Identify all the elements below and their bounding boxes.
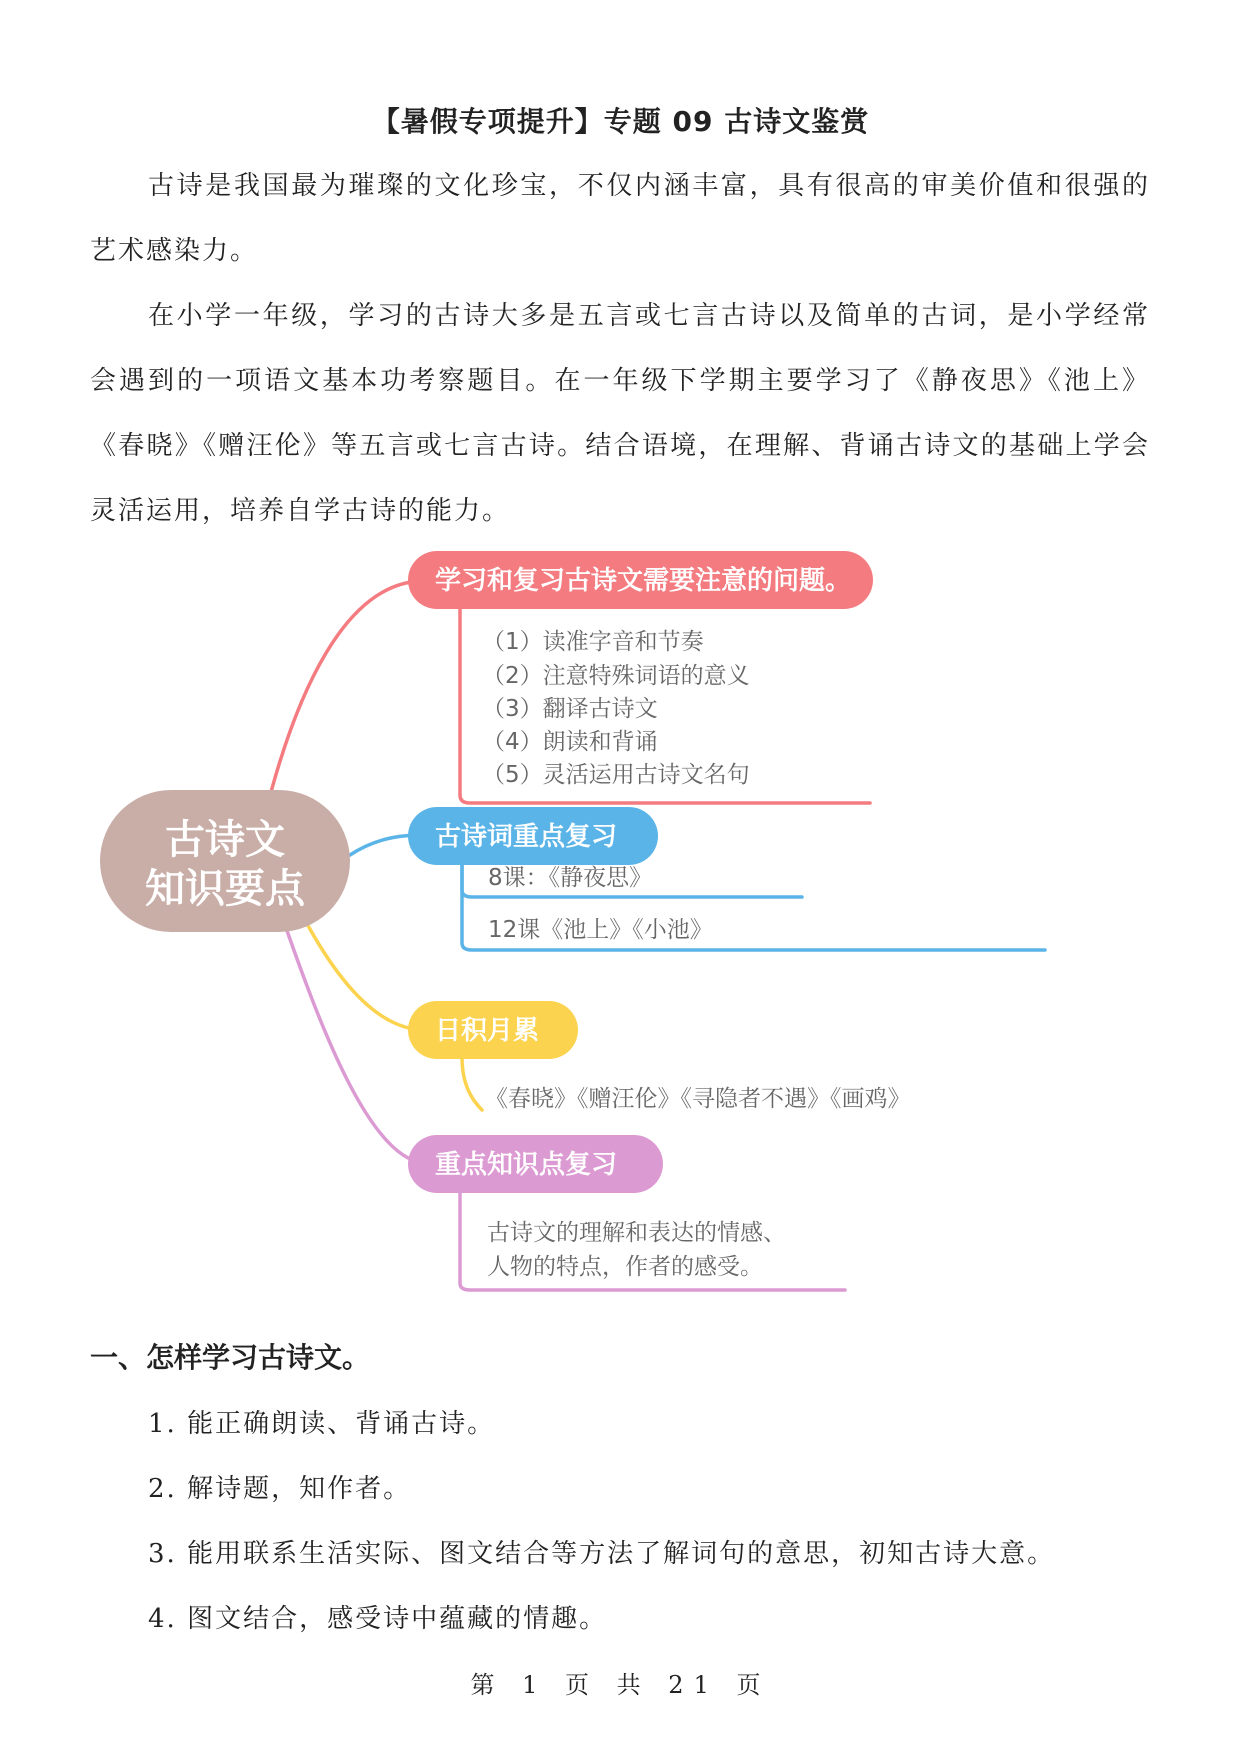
branch4-title: 重点知识点复习 [435,1150,618,1180]
branch4-item: 人物的特点，作者的感受。 [487,1254,763,1280]
section-heading: 一、怎样学习古诗文。 [90,1341,371,1374]
branch4-item: 古诗文的理解和表达的情感、 [487,1220,786,1246]
document-title: 【暑假专项提升】专题 09 古诗文鉴赏 [371,105,870,138]
branch3-connector [305,920,425,1030]
intro-paragraph-2: 在小学一年级，学习的古诗大多是五言或七言古诗以及简单的古词，是小学经常会遇到的一项语文基本功考察题目。在一年级下学期主要学习了《静夜思》《池上》《春晓》《赠汪伦》等五言或七言古诗。结合语境，在理解、背诵古诗文的基础上学会灵活运用，培养自学古诗的能力。 [90,301,1150,526]
branch1-item: （4）朗读和背诵 [482,729,658,755]
branch2-item: 12课《池上》《小池》 [488,917,713,943]
list-item: 4. 图文结合，感受诗中蕴藏的情趣。 [148,1604,608,1634]
mind-map [80,545,1080,1315]
branch2-item: 8课：《静夜思》 [488,865,653,891]
branch1-connector [265,581,425,815]
branch1-title: 学习和复习古诗文需要注意的问题。 [435,566,852,596]
branch3-title: 日积月累 [435,1016,540,1046]
branch1-item: （1）读准字音和节奏 [482,629,704,655]
branch4-connector [285,925,425,1163]
branch1-item: （5）灵活运用古诗文名句 [482,762,750,788]
study-tips-list [148,1392,1055,1652]
page-number: 第 1 页 共 21 页 [470,1671,771,1699]
center-title-line2: 知识要点 [145,866,305,912]
branch3-item: 《春晓》《赠汪伦》《寻隐者不遇》《画鸡》 [485,1086,911,1112]
list-item: 3. 能用联系生活实际、图文结合等方法了解词句的意思，初知古诗大意。 [148,1539,1056,1569]
intro-paragraph-1: 古诗是我国最为璀璨的文化珍宝，不仅内涵丰富，具有很高的审美价值和很强的艺术感染力。 [90,171,1150,266]
branch3-bracket [462,1057,482,1110]
list-item: 2. 解诗题，知作者。 [148,1474,412,1504]
list-item: 1. 能正确朗读、背诵古诗。 [148,1409,496,1439]
center-title-line1: 古诗文 [165,817,285,863]
branch1-item: （2）注意特殊词语的意义 [482,663,750,689]
branch2-title: 古诗词重点复习 [435,822,618,852]
branch1-item: （3）翻译古诗文 [482,696,658,722]
